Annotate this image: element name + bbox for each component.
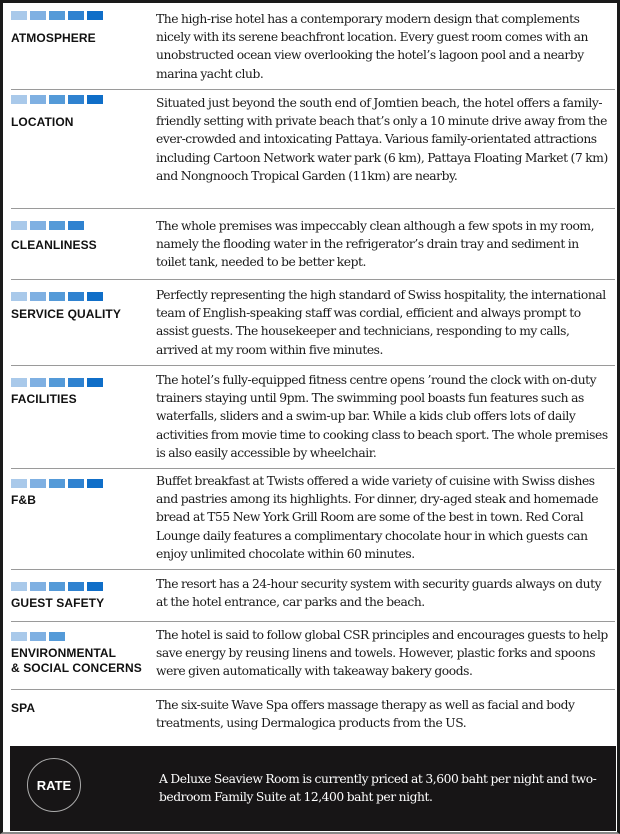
rating-square bbox=[49, 221, 65, 230]
section-text: The six-suite Wave Spa offers massage therapy as well as facial and body treatments, using Dermalogica products from the US. bbox=[156, 698, 575, 731]
section-label: LOCATION bbox=[11, 115, 74, 129]
rating-square bbox=[11, 479, 27, 488]
rating-square bbox=[49, 479, 65, 488]
rating-square bbox=[30, 95, 46, 104]
section-label: SERVICE QUALITY bbox=[11, 307, 121, 321]
section-label: FACILITIES bbox=[11, 392, 77, 406]
section-text: The whole premises was impeccably clean although a few spots in my room, namely the flooding water in the refrigerator’s drain tray and sediment in toilet tank, needed to be better kept. bbox=[156, 219, 595, 270]
rating-bars bbox=[11, 479, 103, 488]
section-guest-safety bbox=[11, 570, 615, 622]
rating-square bbox=[11, 378, 27, 387]
rating-square bbox=[30, 11, 46, 20]
rate-text: A Deluxe Seaview Room is currently priced at 3,600 baht per night and two-bedroom Family Suite at 12,400 baht per night. bbox=[159, 772, 597, 804]
section-label: CLEANLINESS bbox=[11, 238, 97, 252]
section-label: SPA bbox=[11, 701, 36, 715]
rating-square bbox=[30, 479, 46, 488]
rating-square bbox=[49, 11, 65, 20]
section-facilities bbox=[11, 366, 615, 469]
rating-square bbox=[11, 11, 27, 20]
rating-square bbox=[30, 378, 46, 387]
rating-bars bbox=[11, 221, 84, 230]
section-atmosphere bbox=[11, 6, 615, 90]
rating-square bbox=[68, 221, 84, 230]
rating-square bbox=[30, 632, 46, 641]
section-text: The hotel’s fully-equipped fitness centre opens ’round the clock with on-duty trainers staying until 9pm. The swimming pool boasts fun features such as waterfalls, sliders and a swim-up bar. While a kids club offers lots of daily activities from movie time to cooking class to beach sport. The whole premises is also easily accessible by wheelchair. bbox=[156, 373, 608, 460]
section-text: The hotel is said to follow global CSR principles and encourages guests to help save energy by reusing linens and towels. However, plastic forks and spoons were given automatically with takeaway bakery goods. bbox=[156, 628, 608, 679]
rating-bars bbox=[11, 95, 103, 104]
rating-square bbox=[30, 292, 46, 301]
rating-square bbox=[49, 632, 65, 641]
rating-square bbox=[49, 378, 65, 387]
rating-square bbox=[11, 582, 27, 591]
rating-square bbox=[87, 582, 103, 591]
rating-square bbox=[49, 292, 65, 301]
section-environmental bbox=[11, 622, 615, 690]
rating-square bbox=[68, 479, 84, 488]
rating-square bbox=[87, 479, 103, 488]
section-cleanliness bbox=[11, 209, 615, 280]
rating-square bbox=[11, 632, 27, 641]
rating-square bbox=[87, 292, 103, 301]
rating-square bbox=[68, 95, 84, 104]
rating-square bbox=[11, 292, 27, 301]
rating-square bbox=[49, 582, 65, 591]
rating-square bbox=[11, 95, 27, 104]
rating-square bbox=[68, 11, 84, 20]
section-label: ENVIRONMENTAL & SOCIAL CONCERNS bbox=[11, 646, 142, 675]
rating-square bbox=[49, 95, 65, 104]
rate-badge-label: RATE bbox=[36, 777, 72, 793]
section-label: ATMOSPHERE bbox=[11, 31, 96, 45]
rate-badge bbox=[27, 758, 81, 812]
rating-bars bbox=[11, 582, 103, 591]
rating-bars bbox=[11, 11, 103, 20]
rating-bars bbox=[11, 292, 103, 301]
rating-square bbox=[30, 582, 46, 591]
section-text: The resort has a 24-hour security system with security guards always on duty at the hotel entrance, car parks and the beach. bbox=[156, 577, 602, 610]
rating-square bbox=[68, 292, 84, 301]
rating-square bbox=[87, 378, 103, 387]
rate-panel bbox=[10, 746, 616, 831]
section-text: Situated just beyond the south end of Jomtien beach, the hotel offers a family-friendly setting with private beach that’s only a 10 minute drive away from the ever-crowded and intoxicating Pattaya. Various family-orientated attractions including Cartoon Network water park (6 km), Pattaya Floating Market (7 km) and Nongnooch Tropical Garden (11km) are nearby. bbox=[156, 96, 608, 183]
rating-square bbox=[68, 378, 84, 387]
section-label: F&B bbox=[11, 493, 36, 507]
rating-square bbox=[11, 221, 27, 230]
section-text: Perfectly representing the high standard of Swiss hospitality, the international team of English-speaking staff was cordial, efficient and always prompt to assist guests. The housekeeper and technicians, responding to my calls, arrived at my room within five minutes. bbox=[156, 288, 606, 357]
rating-square bbox=[87, 11, 103, 20]
section-text: Buffet breakfast at Twists offered a wide variety of cuisine with Swiss dishes and pastries among its highlights. For dinner, dry-aged steak and homemade bread at T55 New York Grill Room are some of the best in town. Red Coral Lounge daily features a complimentary chocolate hour in which guests can enjoy unlimited chocolate within 60 minutes. bbox=[156, 474, 599, 561]
section-location bbox=[11, 90, 615, 209]
rating-square bbox=[68, 582, 84, 591]
section-service-quality bbox=[11, 280, 615, 366]
rating-bars bbox=[11, 378, 103, 387]
section-label: GUEST SAFETY bbox=[11, 596, 105, 610]
section-spa bbox=[11, 690, 615, 740]
rating-bars bbox=[11, 632, 65, 641]
section-fnb bbox=[11, 469, 615, 570]
rating-square bbox=[30, 221, 46, 230]
section-text: The high-rise hotel has a contemporary modern design that complements nicely with its serene beachfront location. Every guest room comes with an unobstructed ocean view overlooking the hotel’s lagoon pool and a nearby marina yacht club. bbox=[156, 12, 588, 81]
rating-square bbox=[87, 95, 103, 104]
